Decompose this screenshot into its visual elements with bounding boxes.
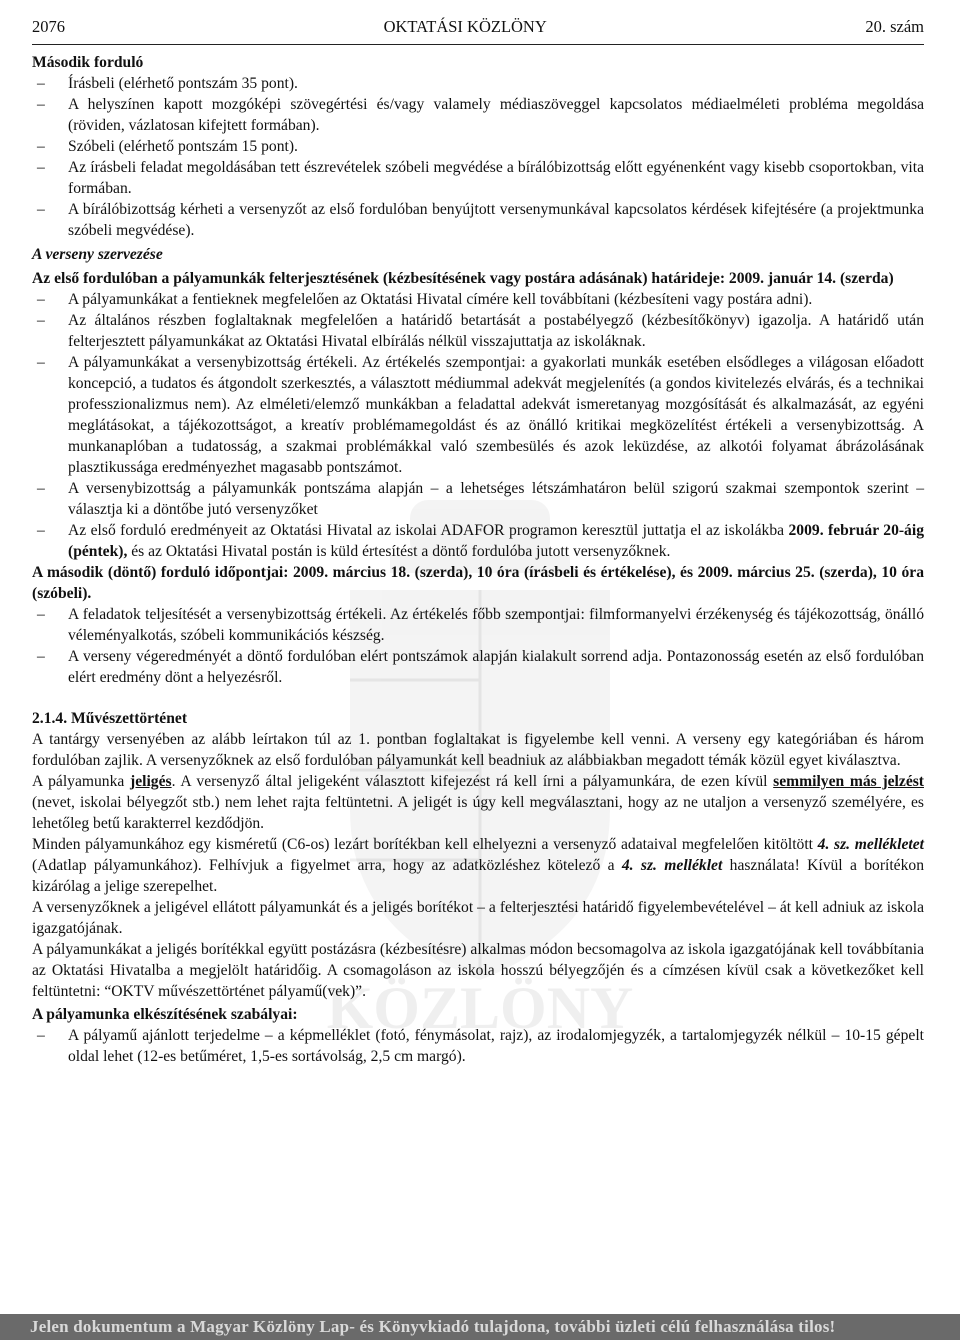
submission-deadline: Az első fordulóban a pályamunkák felterjesztésének (kézbesítésének vagy postára adásának) határideje: 2009. január 14. (szerda) bbox=[32, 270, 894, 287]
list-item: – A versenybizottság a pályamunkák pontszáma alapján – a lehetséges létszámhatáron belül szigorú szakmai szempontok szerint – választja ki a döntőbe jutó versenyzőket bbox=[32, 478, 924, 520]
list-item: – A feladatok teljesítését a versenybizottság értékeli. Az értékelés főbb szempontjai: filmformanyelvi érzékenység és tájékozottság, önálló véleményalkotás, szóbeli kommunikációs készség. bbox=[32, 604, 924, 646]
list-item: – Az általános részben foglaltaknak megfelelően a határidő betartását a postabélyegző (kézbesítőkönyv) igazolja. A határidő után felterjesztett pályamunkákat az Oktatási Hivatal elbírálás nélkül visszajuttatja az iskoláknak. bbox=[32, 310, 924, 352]
second-round-heading: Második forduló bbox=[32, 54, 144, 71]
final-round-dates: A második (döntő) forduló időpontjai: 2009. március 18. (szerda), 10 óra (írásbeli és értékelése), és 2009. március 25. (szerda), 10 óra (szóbeli). bbox=[32, 564, 924, 602]
list-item: – A pályamű ajánlott terjedelme – a képmelléklet (fotó, fénymásolat, rajz), az irodalomjegyzék, a tartalomjegyzék nélkül – 10-15 gépelt oldal lehet (12-es betűméret, 1,5-es sortávolság, 2,5 cm margó). bbox=[32, 1025, 924, 1067]
text-run: Minden pályamunkához egy kisméretű (C6-os) lezárt borítékban kell elhelyezni a versenyző adataival megfelelően kitöltött bbox=[32, 836, 818, 853]
list-item: – Az írásbeli feladat megoldásában tett észrevételek szóbeli megvédése a bírálóbizottság előtt egyénenként vagy kisebb csoportokban, vita formában. bbox=[32, 157, 924, 199]
emphasis-underlined: jeligés bbox=[130, 773, 172, 790]
watermark-text: KÖZLÖNY bbox=[326, 975, 634, 1040]
copyright-footer: Jelen dokumentum a Magyar Közlöny Lap- és Könyvkiadó tulajdona, további üzleti célú felhasználása tilos! bbox=[0, 1314, 960, 1340]
paragraph: A pályamunkákat a jeligés borítékkal együtt postázásra (kézbesítésre) alkalmas módon becsomagolva az iskola igazgatójának kell továbbítania az Oktatási Hivatalba a megjelölt határidőig. A csomagoláson az iskola hosszú bélyegzőjén és a címzésen kívül csak a következőket kell feltüntetni: “OKTV művészettörténet pályamű(vek)”. bbox=[32, 941, 924, 1000]
paragraph: A tantárgy versenyében az alább leírtakon túl az 1. pontban foglaltakat is figyelembe kell venni. A verseny egy kategóriában és három fordulóban zajlik. A versenyzőknek az első fordulóban pályamunkát kell beadniuk az alábbiakban megadott témák közül egyet kiválasztva. bbox=[32, 731, 924, 769]
results-date: 2009. február 20-áig (péntek), bbox=[68, 522, 924, 560]
paragraph bbox=[32, 771, 924, 834]
annex-reference: 4. sz. melléklet bbox=[621, 857, 723, 874]
text-run: használata! Kívül a borítékon kizárólag a jelige szerepelhet. bbox=[32, 857, 924, 895]
list-item bbox=[32, 520, 924, 562]
list-item: – A pályamunkákat a fentieknek megfelelően az Oktatási Hivatal címére kell továbbítani (kézbesíteni vagy postára adni). bbox=[32, 289, 924, 310]
emphasis-underlined: semmilyen más jelzést bbox=[773, 773, 924, 790]
list-item: – A pályamunkákat a versenybizottság értékeli. Az értékelés szempontjai: a gyakorlati munkák esetében elsődleges a világosan előadott koncepció, a tudatos és átgondolt szerkesztés, a választott médiummal adekvát megjelenítés (a gondos kivitelezés elvárás, és a technikai professzionalizmus nem). Az elméleti/elemző munkákban a feladattal adekvát ismeretanyag mozgósítását és alkalmazását, az egyéni meglátásokat, a tájékozottságot, a kreatív problémamegoldást és az önálló kritikai megközelítést értékeli a versenybizottság. A munkanaplóban a tudatosság, a szakmai problémákkal való szembesülés és azok leküzdése, az alkotói folyamat ábrázolásának plasztikussága eredményezhet magasabb pontszámot. bbox=[32, 352, 924, 478]
page-number: 2076 bbox=[32, 17, 65, 36]
art-history-heading: 2.1.4. Művészettörténet bbox=[32, 710, 188, 727]
paragraph bbox=[32, 834, 924, 897]
list-item: – Szóbeli (elérhető pontszám 15 pont). bbox=[32, 136, 924, 157]
journal-title: OKTATÁSI KÖZLÖNY bbox=[383, 17, 547, 36]
annex-reference: 4. sz. mellékletet bbox=[817, 836, 924, 853]
text-run: . A versenyző által jeligeként választott kifejezést rá kell írni a pályamunkára, de ezen kívül bbox=[171, 773, 774, 790]
list-item: – A helyszínen kapott mozgóképi szövegértési és/vagy valamely médiaszöveggel kapcsolatos médiaelméleti probléma megoldása (röviden, vázlatosan kifejtett formában). bbox=[32, 94, 924, 136]
page-header bbox=[32, 10, 924, 45]
list-item: – Írásbeli (elérhető pontszám 35 pont). bbox=[32, 73, 924, 94]
results-text: Az első forduló eredményeit az Oktatási Hivatal az iskolai ADAFOR programon keresztül juttatja el az iskolákba bbox=[68, 522, 789, 539]
results-text-end: és az Oktatási Hivatal postán is küld értesítést a döntő fordulóba jutott versenyzőknek. bbox=[127, 543, 671, 560]
list-item: – A bírálóbizottság kérheti a versenyzőt az első fordulóban benyújtott versenymunkával kapcsolatos kérdések kifejtésére (a projektmunka szóbeli megvédése). bbox=[32, 199, 924, 241]
issue-number: 20. szám bbox=[865, 17, 924, 36]
text-run: (Adatlap pályamunkához). Felhívjuk a figyelmet arra, hogy az adatközléshez kötelező a bbox=[32, 857, 622, 874]
text-run: A pályamunka bbox=[32, 773, 131, 790]
text-run: (nevet, iskolai bélyegzőt stb.) nem lehet rajta feltüntetni. A jeligét is úgy kell megválasztani, hogy az ne utaljon a versenyző személyére, es lehetőleg betű karakterrel kezdődjön. bbox=[32, 794, 924, 832]
rules-heading: A pályamunka elkészítésének szabályai: bbox=[32, 1006, 298, 1023]
paragraph: A versenyzőknek a jeligével ellátott pályamunkát és a jeligés borítékot – a felterjesztési határidő figyelembevételével – át kell adniuk az iskola igazgatójának. bbox=[32, 899, 924, 937]
document-body bbox=[32, 52, 924, 1067]
organization-heading: A verseny szervezése bbox=[32, 246, 163, 263]
list-item: – A verseny végeredményét a döntő fordulóban elért pontszámok alapján kialakult sorrend adja. Pontazonosság esetén az első fordulóban elért eredmény dönt a helyezésről. bbox=[32, 646, 924, 688]
